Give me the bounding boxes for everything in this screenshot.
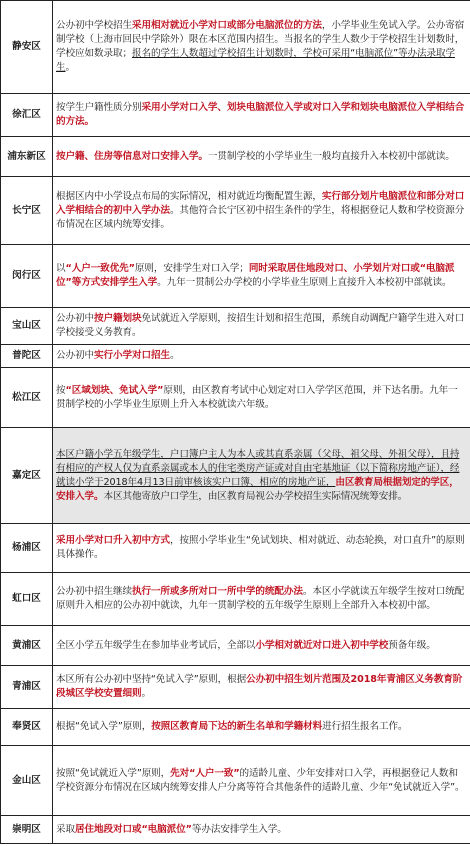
policy-description: 根据“免试入学”原则，按照区教育局下达的新生名单和学籍材料进行招生报名工作。 [53,709,470,746]
policy-description: 本区所有公办初中坚持“免试入学”原则，根据公办初中招生划片范围及2018年青浦区义务教育阶段城区学校安置细则。 [53,666,470,709]
district-name: 松江区 [1,368,53,428]
table-row [1,709,470,746]
table-row [1,137,470,177]
table-row [1,573,470,626]
policy-description: 按学生户籍性质分别采用小学对口入学、划块电脑派位入学或对口入学和划块电脑派位入学相结合的方法。 [53,94,470,137]
table-row [1,368,470,428]
table-row [1,308,470,345]
policy-description: 按“区域划块、免试入学”原则，由区教育考试中心划定对口入学学区范围，并下达名册。九年一贯制学校的小学毕业生原则上升入本校就读六年级。 [53,368,470,428]
table-row [1,746,470,816]
policy-description: 按照“免试就近入学”原则，先对“人户一致”的适龄儿童、少年安排对口入学，再根据登记人数和学校资源分布情况在区域内统筹安排人户分离等符合其他条件的适龄儿童、少年“免试就近入学”。 [53,746,470,816]
district-name: 崇明区 [1,816,53,844]
table-row [1,524,470,573]
policy-description: 公办初中学校招生采用相对就近小学对口或部分电脑派位的方法，小学毕业生免试入学。公办寄宿制学校（上海市回民中学除外）限在本区范围内招生。当报名的学生人数少于学校招生计划数时，学校应如数录取；报名的学生人数超过学校招生计划数时，学校可采用“电脑派位”等办法录取学生。 [53,1,470,94]
policy-description: 根据区内中小学设点布局的实际情况，相对就近均衡配置生源，实行部分划片电脑派位和部分对口入学相结合的初中入学办法。其他符合长宁区初中招生条件的学生，将根据登记人数和学校资源分布情况在区域内统筹安排。 [53,177,470,245]
policy-description: 采取居住地段对口或“电脑派位”等办法安排学生入学。 [53,816,470,844]
table-row [1,345,470,368]
district-name: 金山区 [1,746,53,816]
policy-description: 全区小学五年级学生在参加毕业考试后，全部以小学相对就近对口进入初中学校预备年级。 [53,626,470,666]
district-name: 徐汇区 [1,94,53,137]
district-name: 静安区 [1,1,53,94]
district-name: 长宁区 [1,177,53,245]
policy-description: 以“人户一致优先”原则，安排学生对口入学；同时采取居住地段对口、小学划片对口或“电脑派位”等方式安排学生入学。九年一贯制公办学校的小学毕业生原则上直接升入本校初中部就读。 [53,245,470,308]
district-name: 奉贤区 [1,709,53,746]
policy-description: 公办初中实行小学对口招生。 [53,345,470,368]
district-name: 青浦区 [1,666,53,709]
table-row [1,428,470,524]
district-name: 杨浦区 [1,524,53,573]
policy-description: 采用小学对口升入初中方式，按照小学毕业生“免试划块、相对就近、动态轮换，对口直升”的原则具体操作。 [53,524,470,573]
policy-description: 本区户籍小学五年级学生，户口簿户主人为本人或其直系亲属（父母、祖父母、外祖父母），且持有相应的产权人仅为直系亲属或本人的住宅类房产证或对自由宅基地证（以下简称房地产证），经就读小学于2018年4月13日前审核该实户口簿、相应的房地产证，由区教育局根据划定的学区，安排入学。本区其他寄放户口学生，由区教育局视公办学校招生实际情况统筹安排。 [53,428,470,524]
table-row [1,816,470,844]
table-row [1,666,470,709]
table-row [1,177,470,245]
district-name: 黄浦区 [1,626,53,666]
table-row [1,626,470,666]
table-row [1,245,470,308]
district-name: 普陀区 [1,345,53,368]
district-name: 宝山区 [1,308,53,345]
table-row [1,1,470,94]
district-name: 嘉定区 [1,428,53,524]
district-name: 虹口区 [1,573,53,626]
table-row [1,94,470,137]
policy-description: 公办初中按户籍划块免试就近入学原则，按招生计划和招生范围，系统自动调配户籍学生进入对口学校接受义务教育。 [53,308,470,345]
policy-description: 按户籍、住房等信息对口安排入学。一贯制学校的小学毕业生一般均直接升入本校初中部就读。 [53,137,470,177]
policy-description: 公办初中招生继续执行一所或多所对口一所中学的统配办法。本区小学就读五年级学生按对口统配原则升入相应的公办初中就读，九年一贯制学校的五年级学生原则上全部升入本校初中部。 [53,573,470,626]
district-name: 闵行区 [1,245,53,308]
district-name: 浦东新区 [1,137,53,177]
